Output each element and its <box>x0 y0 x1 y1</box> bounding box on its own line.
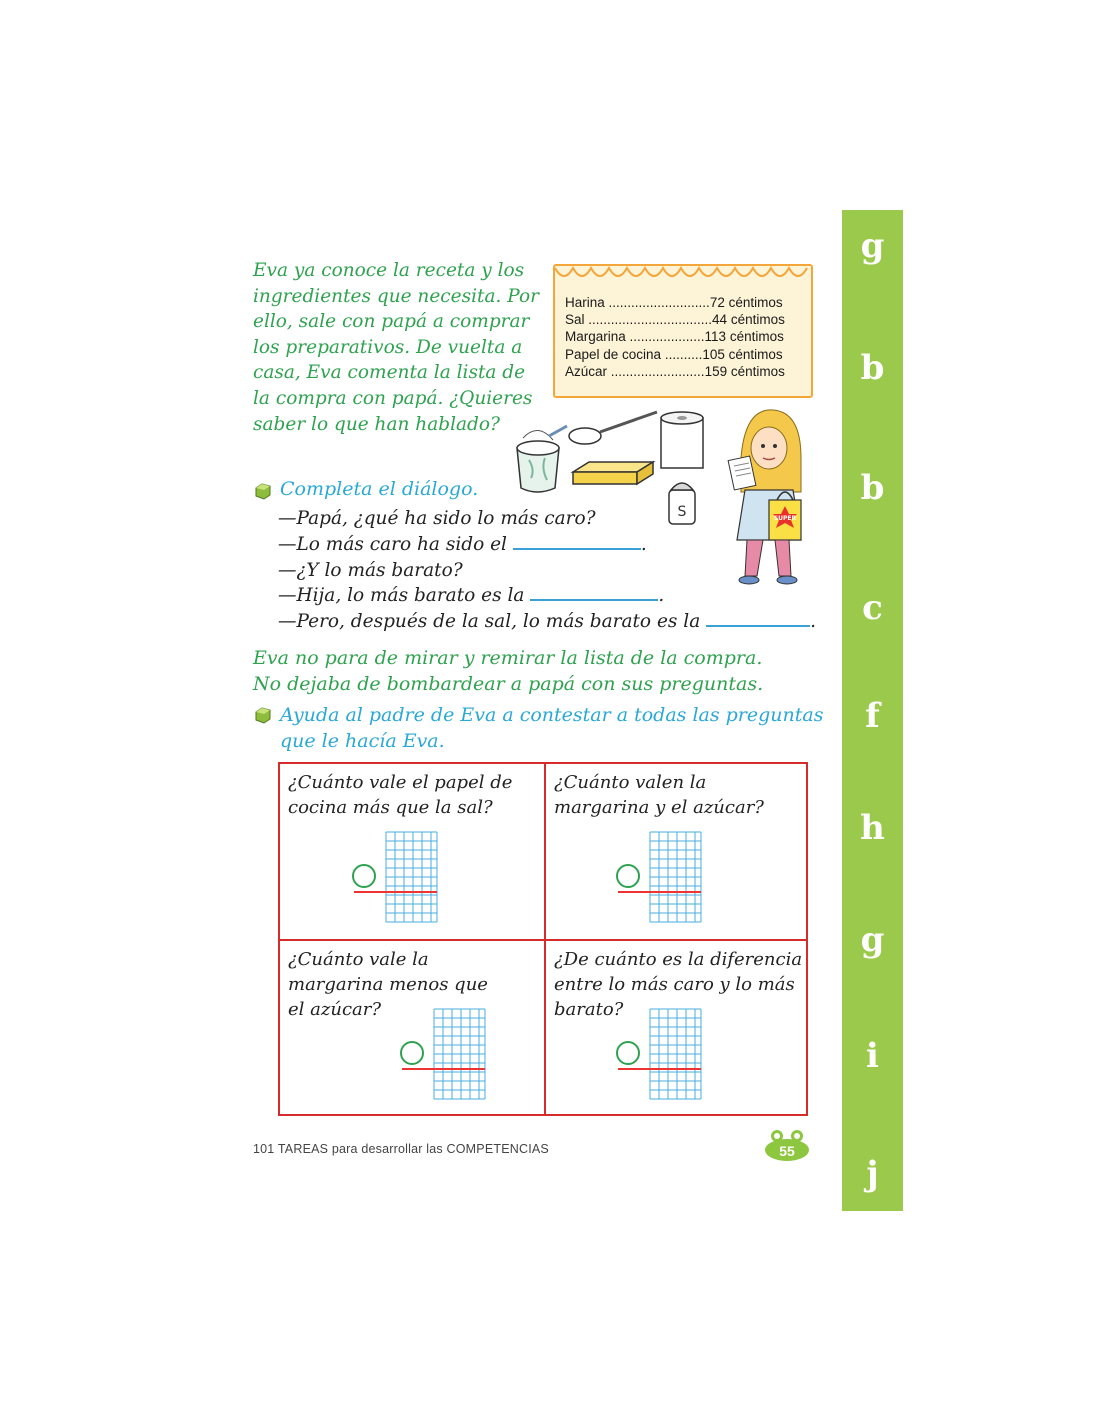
dialogue-line <box>278 583 816 609</box>
sidebar-letter: h <box>860 808 885 848</box>
question-line: ¿Cuánto vale el papel de <box>288 772 513 793</box>
task-cube-icon <box>253 705 273 725</box>
price-row <box>565 363 785 380</box>
item-price: 159 céntimos <box>704 363 785 379</box>
period: . <box>640 533 647 555</box>
intro-paragraph <box>253 258 543 437</box>
question-line: cocina más que la sal? <box>288 797 493 818</box>
book-title-footer: 101 TAREAS para desarrollar las COMPETENCIAS <box>253 1142 549 1156</box>
intro-line: Eva ya conoce la receta y los <box>253 260 525 281</box>
intro-line: ingredientes que necesita. Por <box>253 285 539 307</box>
sidebar-letter: g <box>860 920 885 960</box>
flour-pot-icon <box>517 426 567 492</box>
dialogue-line <box>278 532 816 558</box>
sidebar-letter: b <box>860 468 885 508</box>
question-grid <box>278 762 808 1116</box>
question-line: ¿De cuánto es la diferencia <box>554 949 803 970</box>
page-number: 55 <box>779 1143 795 1159</box>
item-price: 44 céntimos <box>712 312 785 328</box>
dialogue-text: —Hija, lo más barato es la <box>278 585 525 607</box>
question-line: ¿Cuánto valen la <box>554 772 707 793</box>
sugar-spoon-icon <box>569 412 657 444</box>
item-price: 105 céntimos <box>702 346 783 362</box>
margarine-block-icon <box>573 462 653 484</box>
dialogue-text: —Papá, ¿qué ha sido lo más caro? <box>278 508 596 529</box>
price-row <box>565 346 785 363</box>
leader-dots: ......................... <box>607 363 705 379</box>
item-name: Harina <box>565 295 605 310</box>
bag-label: SUPER <box>773 515 797 522</box>
item-name: Papel de cocina <box>565 346 662 362</box>
sidebar-letter: b <box>860 348 885 388</box>
sidebar-letter: i <box>866 1036 879 1076</box>
dialogue-text: —¿Y lo más barato? <box>278 559 463 581</box>
question-cell <box>280 764 544 939</box>
period: . <box>810 611 817 633</box>
task2-line: que le hacía Eva. <box>280 730 445 752</box>
dialogue-text: —Pero, después de la sal, lo más barato es la <box>278 611 701 633</box>
price-row <box>565 294 785 311</box>
dialogue-text: —Lo más caro ha sido el <box>278 533 507 555</box>
calculation-grid[interactable] <box>398 1007 488 1103</box>
intro-line: ello, sale con papá a comprar <box>253 311 530 333</box>
intro-line: la compra con papá. ¿Quieres <box>253 387 533 409</box>
narrative-paragraph <box>253 645 763 697</box>
sidebar-letter: g <box>860 226 885 266</box>
narrative-line: No dejaba de bombardear a papá con sus preguntas. <box>253 673 764 695</box>
leader-dots: .................... <box>625 329 705 345</box>
price-list <box>565 294 785 380</box>
scalloped-edge-decoration <box>555 266 811 286</box>
shopping-list-box <box>553 264 813 398</box>
intro-line: los preparativos. De vuelta a <box>253 336 523 358</box>
intro-line: casa, Eva comenta la lista de <box>253 362 526 384</box>
salt-label: S <box>677 504 687 520</box>
intro-line: saber lo que han hablado? <box>253 413 500 435</box>
question-line: ¿Cuánto vale la <box>288 949 429 970</box>
dialogue <box>278 506 816 635</box>
calculation-grid[interactable] <box>614 1007 704 1103</box>
calculation-grid[interactable] <box>614 830 704 926</box>
question-line: entre lo más caro y lo más <box>554 974 795 995</box>
sidebar-letter: f <box>865 696 880 736</box>
price-row <box>565 328 785 345</box>
narrative-line: Eva no para de mirar y remirar la lista de la compra. <box>253 647 763 669</box>
sidebar-letter: j <box>866 1154 879 1194</box>
item-name: Margarina <box>565 329 626 345</box>
question-text <box>288 770 512 820</box>
sidebar-letter: c <box>862 588 883 628</box>
question-cell <box>546 941 808 1114</box>
item-name: Sal <box>565 312 585 328</box>
dialogue-line <box>278 609 816 635</box>
paper-towel-icon <box>661 412 703 468</box>
question-cell <box>546 764 808 939</box>
task2-instruction <box>280 702 824 754</box>
leader-dots: .......... <box>661 346 703 362</box>
calculation-grid[interactable] <box>350 830 440 926</box>
page-number-frog-badge <box>763 1128 811 1162</box>
answer-blank[interactable] <box>530 583 658 601</box>
price-row <box>565 311 785 328</box>
leader-dots: ........................... <box>604 295 710 310</box>
question-line: margarina menos que <box>288 974 488 995</box>
dialogue-line <box>278 506 816 532</box>
item-name: Azúcar <box>565 363 608 379</box>
question-line: margarina y el azúcar? <box>554 797 764 818</box>
question-line: el azúcar? <box>288 999 382 1020</box>
answer-blank[interactable] <box>706 609 810 627</box>
item-price: 72 céntimos <box>709 295 783 310</box>
answer-blank[interactable] <box>513 532 641 550</box>
task-cube-icon <box>253 481 273 501</box>
task1-title: Completa el diálogo. <box>280 478 479 500</box>
question-cell <box>280 941 544 1114</box>
task2-line: Ayuda al padre de Eva a contestar a todas las preguntas <box>280 704 824 726</box>
alphabet-sidebar <box>842 210 903 1211</box>
question-line: barato? <box>554 999 624 1020</box>
dialogue-line <box>278 558 816 584</box>
period: . <box>658 585 665 607</box>
question-text <box>554 770 764 820</box>
leader-dots: ................................. <box>584 312 713 328</box>
item-price: 113 céntimos <box>704 329 784 345</box>
